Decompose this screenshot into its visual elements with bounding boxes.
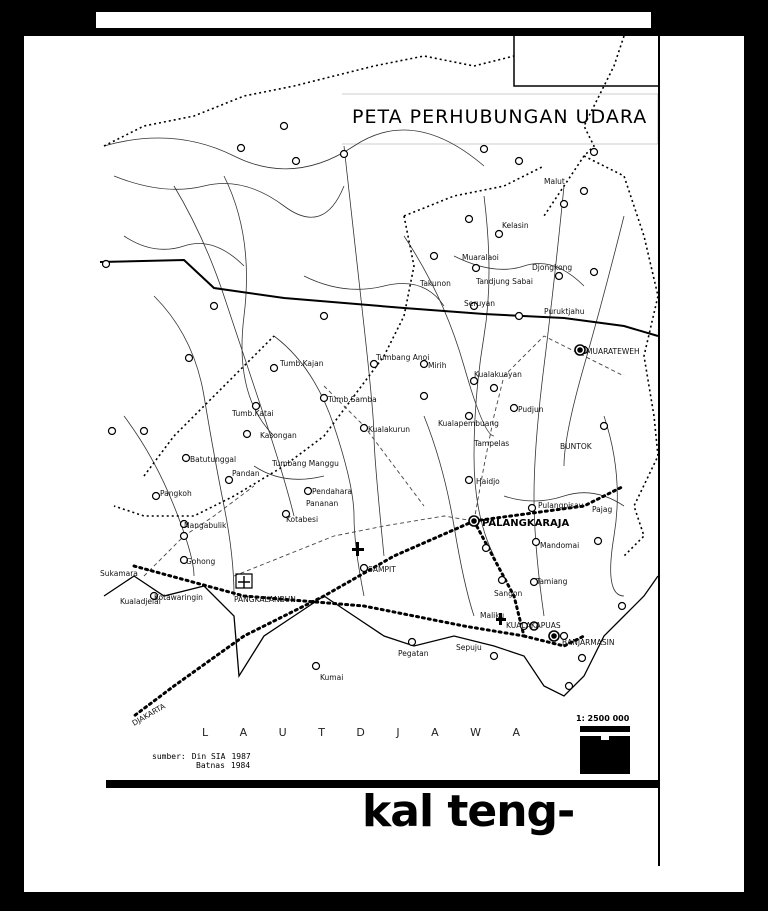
label-tampelas: Tampelas: [474, 439, 510, 448]
label-haidjo: Haidjo: [476, 477, 500, 486]
label-pegatan: Pegatan: [398, 649, 429, 658]
label-pangkoh: Pangkoh: [160, 489, 192, 498]
label-mirih: Mirih: [428, 361, 447, 370]
source-label: sumber:: [152, 752, 186, 761]
label-gohong: Gohong: [186, 557, 216, 566]
label-mandomai: Mandomai: [540, 541, 580, 550]
brand-text: kal teng-: [362, 786, 575, 837]
label-puruk-tjahu: Puruktjahu: [544, 307, 585, 316]
towns: [103, 123, 626, 690]
label-nanga-bulik: Nangabulik: [184, 521, 227, 530]
source-org-1: Din SIA: [191, 752, 226, 761]
label-fanan: Pananan: [306, 499, 339, 508]
label-pulang-pisau: Pulangpisau: [538, 501, 584, 510]
label-banjarmasin: BANJARMASIN: [562, 638, 615, 647]
label-kuala-kurun: Kualakurun: [368, 425, 411, 434]
label-tumbang-anoi: Tumbang Anoi: [376, 353, 430, 362]
label-pudjun: Pudjun: [518, 405, 544, 414]
label-sukamara: Sukamara: [100, 569, 138, 578]
label-tanjung-selor: Tandjung Sabai: [476, 277, 533, 286]
label-pandan: Pandan: [232, 469, 260, 478]
source-year-1: 1987: [231, 752, 251, 761]
title-frame: [514, 36, 658, 86]
label-kotabesi: Kotabesi: [286, 515, 319, 524]
label-takunan: Takunon: [420, 279, 451, 288]
major-airports: [469, 345, 585, 641]
main-road: [100, 260, 658, 336]
scale-label: 1: 2500 000: [576, 714, 630, 723]
map-sheet: [24, 36, 744, 892]
label-kotawaringin: Kotawaringin: [154, 593, 203, 602]
source-org-2: Batnas: [196, 761, 225, 770]
transport-logo-icon: [580, 726, 630, 774]
label-kasongan: Kasongan: [260, 431, 297, 440]
top-strip: [96, 12, 651, 28]
label-pajag: Pajag: [592, 505, 613, 514]
label-batu-hidup: Batutunggal: [190, 455, 237, 464]
source-row-1: [152, 752, 251, 761]
label-pendahara: Pendahara: [312, 487, 353, 496]
label-muara-laung: Muaralaoi: [462, 253, 499, 262]
sea-label: L A U T D J A W A: [202, 726, 535, 739]
label-tumbang-samba: Tumb.Samba: [328, 395, 377, 404]
label-kelasin: Kelasin: [502, 221, 529, 230]
label-djakarta: DJAKARTA: [130, 701, 167, 728]
label-kumai: Kumai: [320, 673, 344, 682]
label-seruyan: Seruyan: [464, 299, 495, 308]
source-block: [152, 752, 251, 770]
label-tumbang-manggu: Tumbang Manggu: [272, 459, 339, 468]
label-sampit: SAMPIT: [368, 565, 396, 574]
label-muarateweh: MUARATEWEH: [586, 347, 640, 356]
label-kuala-kuayan: Kualakuayan: [474, 370, 522, 379]
label-pangkalanbun: PANGKALANBUN: [234, 595, 296, 604]
label-kuala-pembuang: Kualapembuang: [438, 419, 499, 428]
label-palangkaraja: PALANGKARAJA: [482, 518, 570, 529]
right-rule: [658, 36, 660, 866]
label-sepuju: Sepuju: [456, 643, 482, 652]
label-tumbang-kajan: Tumb.Kajan: [280, 359, 324, 368]
map-graphic: [24, 36, 744, 892]
label-kuala-djelai: Kualadjelai: [120, 597, 161, 606]
label-djongkong: Djongkong: [532, 263, 573, 272]
map-title: PETA PERHUBUNGAN UDARA: [352, 106, 648, 128]
source-year-2: 1984: [230, 761, 251, 770]
label-kualakapuas: KUALAKAPUAS: [506, 621, 561, 630]
source-row-2: [152, 761, 251, 770]
label-buntok: BUNTOK: [560, 442, 592, 451]
label-kadasan: Tumb.Katai: [232, 409, 274, 418]
label-tamiang: Tamiang: [536, 577, 568, 586]
label-maliku: Maliku: [480, 611, 505, 620]
label-malut: Malut: [544, 177, 565, 186]
label-sangon: Sangon: [494, 589, 523, 598]
